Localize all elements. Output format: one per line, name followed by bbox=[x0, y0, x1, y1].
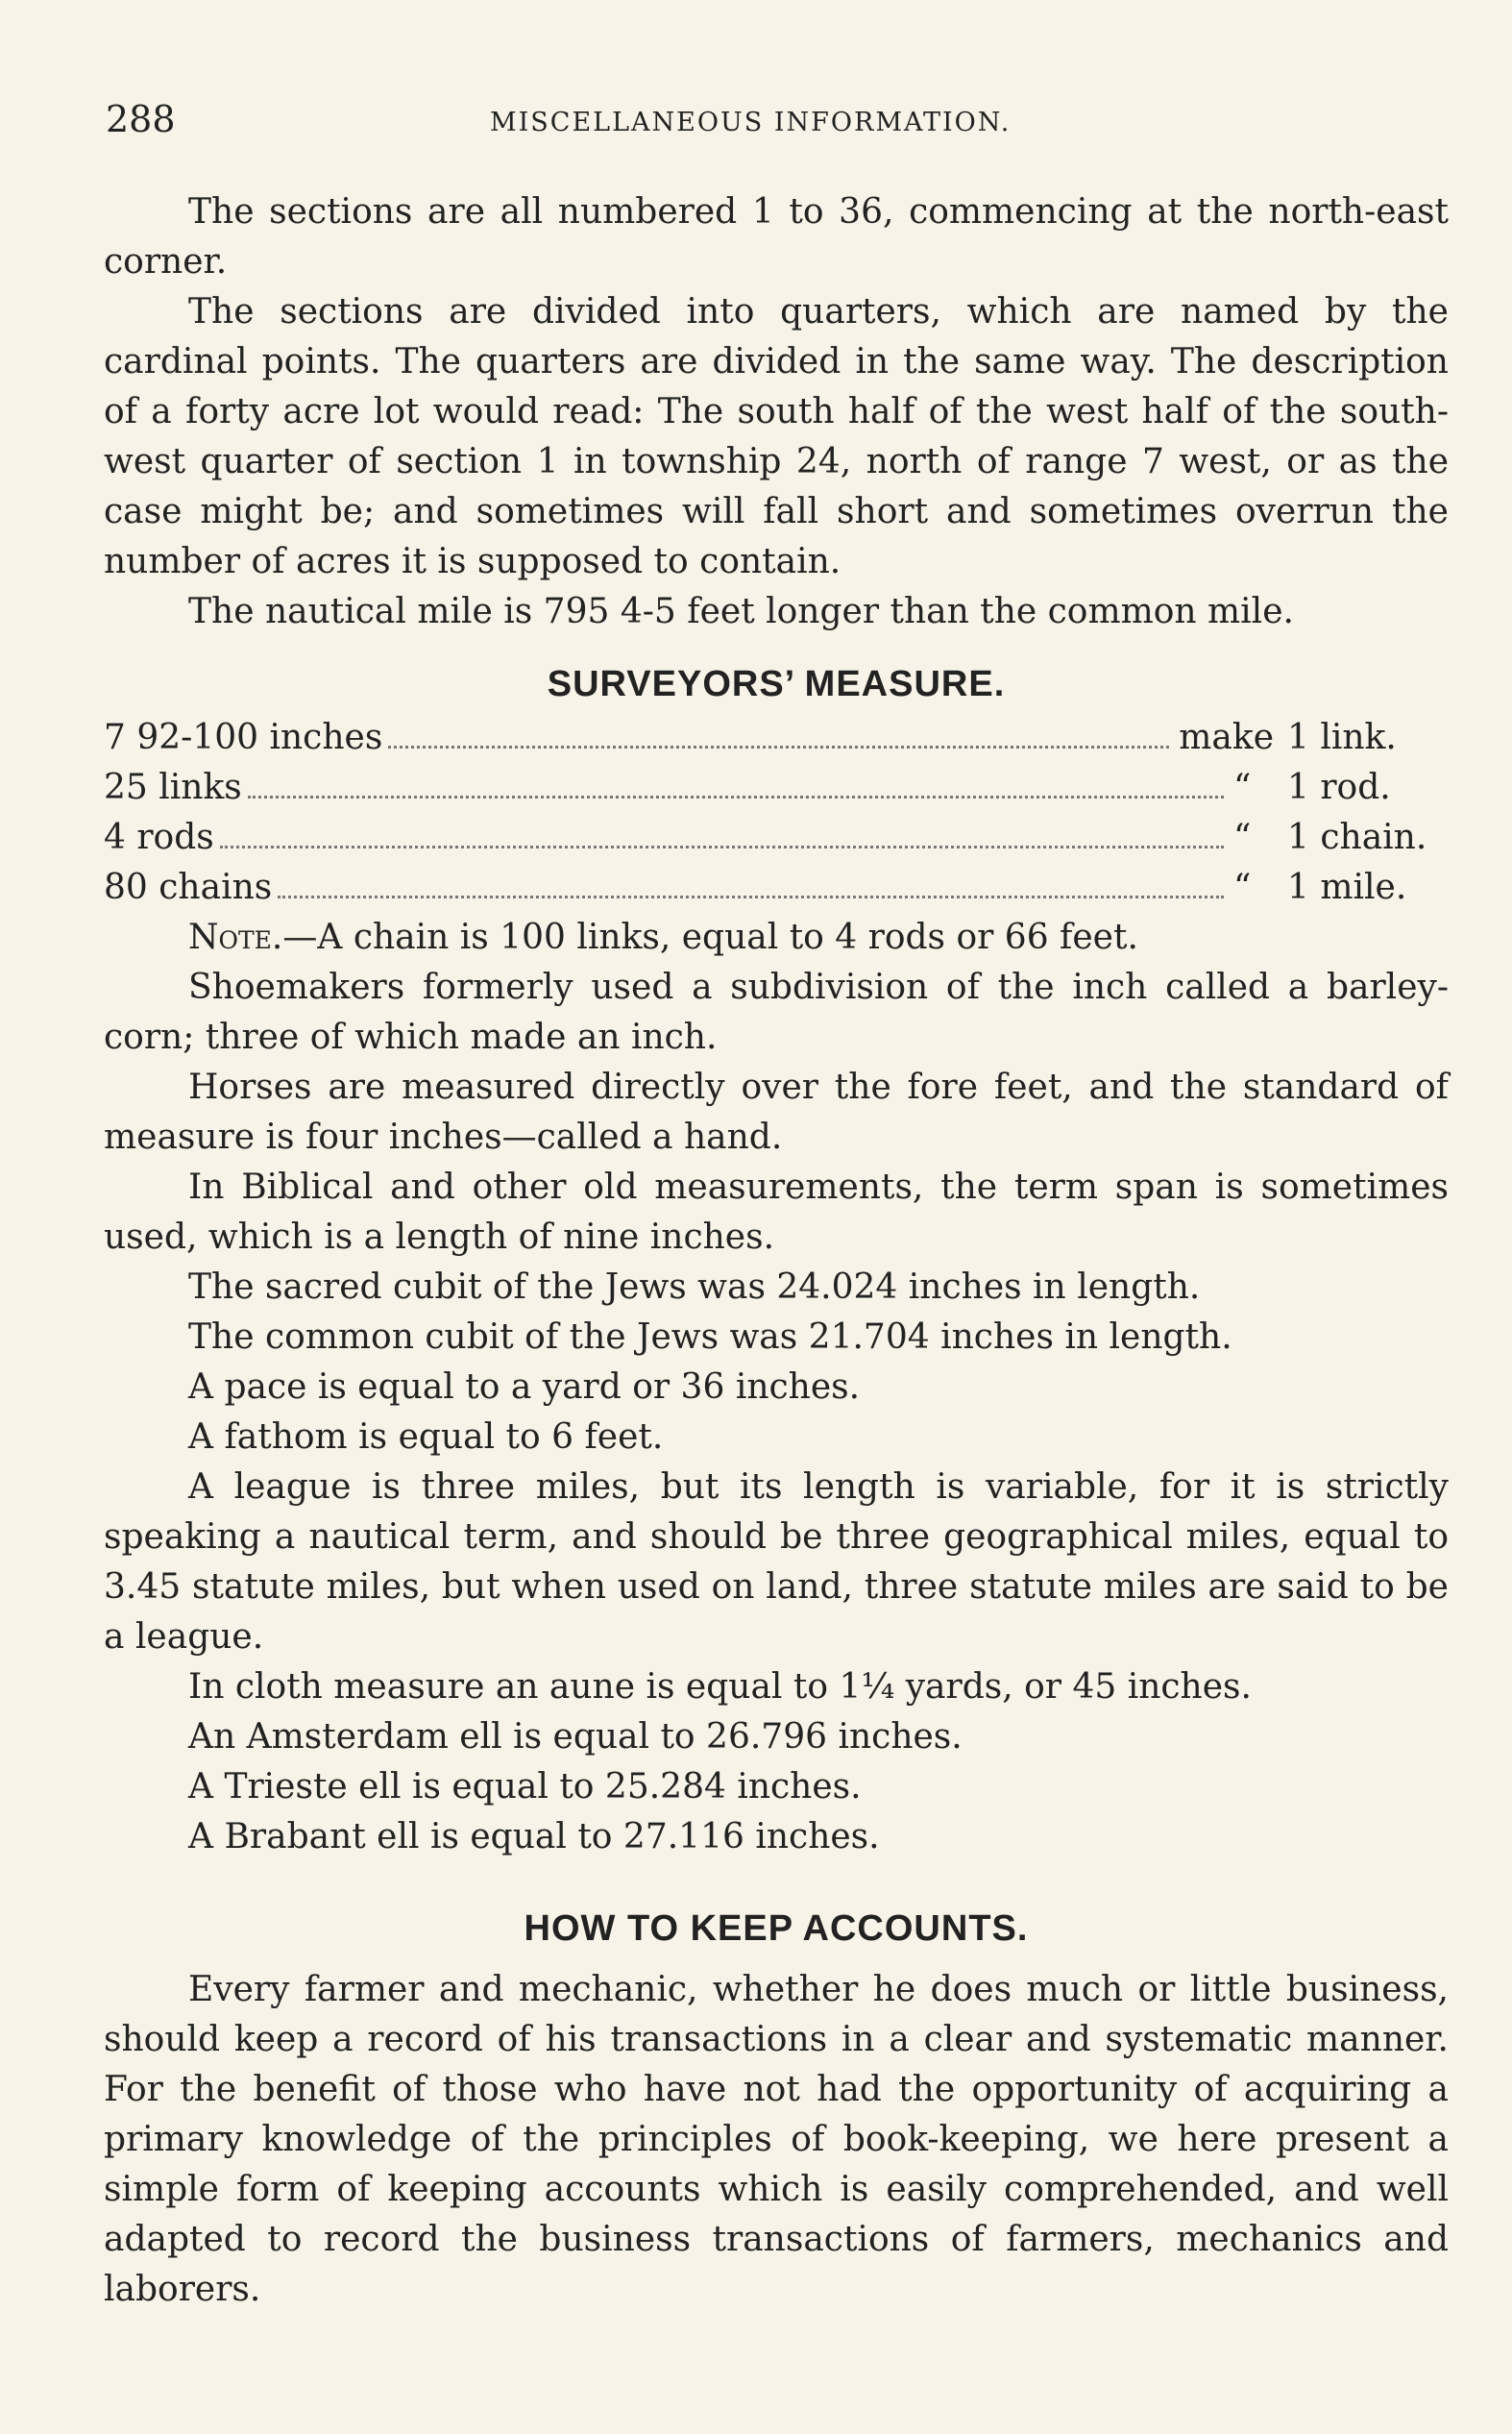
page-header bbox=[106, 98, 1451, 146]
paragraph-league: A league is three miles, but its length is variable, for it is strictly speaking a nautical term, and should be three geographical miles, equal to 3.45 statute miles, but when used on land, three statute miles are said to be a league. bbox=[104, 1467, 1449, 1657]
measure-quantity: 4 rods bbox=[104, 818, 214, 857]
measure-result: 1 chain. bbox=[1287, 818, 1427, 857]
measure-quantity: 25 links bbox=[104, 768, 242, 807]
paragraph-fathom: A fathom is equal to 6 feet. bbox=[188, 1417, 664, 1457]
dot-leader bbox=[388, 746, 1169, 749]
dot-leader bbox=[248, 796, 1224, 799]
dot-leader bbox=[278, 896, 1224, 898]
ditto-mark: “ bbox=[1233, 868, 1252, 907]
paragraph-hand: Horses are measured directly over the fore feet, and the standard of measure is four inches—called a hand. bbox=[104, 1068, 1449, 1157]
measure-quantity: 80 chains bbox=[104, 868, 273, 907]
measure-row bbox=[104, 813, 1449, 863]
note-text: —A chain is 100 links, equal to 4 rods or 66 feet. bbox=[282, 918, 1138, 957]
section-heading-surveyors-measure: SURVEYORS’ MEASURE. bbox=[547, 664, 1006, 704]
paragraph-sections-numbered: The sections are all numbered 1 to 36, commencing at the north-east corner. bbox=[104, 192, 1449, 282]
running-title: MISCELLANEOUS INFORMATION. bbox=[490, 108, 1012, 137]
ditto-mark: “ bbox=[1233, 768, 1252, 807]
paragraph-amsterdam-ell: An Amsterdam ell is equal to 26.796 inches. bbox=[188, 1717, 963, 1757]
measure-row bbox=[104, 713, 1449, 763]
paragraph-common-cubit: The common cubit of the Jews was 21.704 inches in length. bbox=[188, 1317, 1232, 1357]
measure-row bbox=[104, 863, 1449, 913]
measure-result: 1 rod. bbox=[1287, 768, 1391, 807]
measure-result: 1 mile. bbox=[1287, 868, 1407, 907]
section-heading-how-to-keep-accounts: HOW TO KEEP ACCOUNTS. bbox=[524, 1908, 1029, 1949]
measure-quantity: 7 92-100 inches bbox=[104, 718, 383, 757]
paragraph-aune: In cloth measure an aune is equal to 1¼ yards, or 45 inches. bbox=[188, 1667, 1252, 1707]
paragraph-trieste-ell: A Trieste ell is equal to 25.284 inches. bbox=[188, 1767, 862, 1807]
paragraph-sacred-cubit: The sacred cubit of the Jews was 24.024 inches in length. bbox=[188, 1267, 1201, 1307]
paragraph-barleycorn: Shoemakers formerly used a subdivision of the inch called a barley-corn; three of which made an inch. bbox=[104, 968, 1449, 1057]
ditto-mark: “ bbox=[1233, 818, 1252, 857]
note-paragraph bbox=[104, 913, 1449, 963]
measure-table bbox=[104, 713, 1449, 913]
paragraph-span: In Biblical and other old measurements, the term span is sometimes used, which is a length of nine inches. bbox=[104, 1168, 1449, 1257]
dot-leader bbox=[220, 846, 1224, 848]
page-body bbox=[104, 187, 1449, 2315]
measure-row bbox=[104, 763, 1449, 813]
paragraph-sections-divided: The sections are divided into quarters, which are named by the cardinal points. The quarters are divided in the same way. The description of a forty acre lot would read: The south half of the west half of the south-west quarter of section 1 in township 24, north of range 7 west, or as the case might be; and sometimes will fall short and sometimes overrun the number of acres it is supposed to contain. bbox=[104, 292, 1449, 581]
paragraph-accounts: Every farmer and mechanic, whether he does much or little business, should keep a record of his transactions in a clear and systematic manner. For the benefit of those who have not had the opportunity of acquiring a primary knowledge of the principles of book-keeping, we here present a simple form of keeping accounts which is easily comprehended, and well adapted to record the business transactions of farmers, mechanics and laborers. bbox=[104, 1970, 1449, 2309]
paragraph-brabant-ell: A Brabant ell is equal to 27.116 inches. bbox=[188, 1817, 880, 1856]
page-number: 288 bbox=[106, 98, 176, 140]
note-label: Note. bbox=[188, 918, 283, 957]
measure-result: 1 link. bbox=[1287, 718, 1397, 757]
measure-verb: make bbox=[1179, 718, 1274, 757]
paragraph-nautical-mile: The nautical mile is 795 4-5 feet longer than the common mile. bbox=[188, 592, 1294, 631]
paragraph-pace: A pace is equal to a yard or 36 inches. bbox=[188, 1367, 861, 1407]
